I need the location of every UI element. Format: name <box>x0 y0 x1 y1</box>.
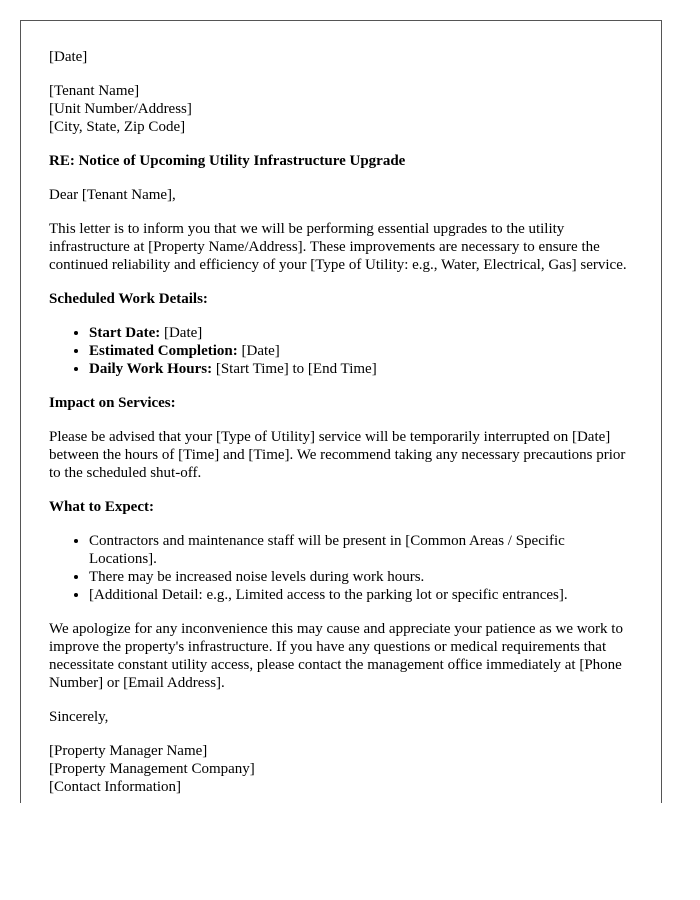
signoff: Sincerely, <box>49 709 109 725</box>
schedule-label: Daily Work Hours: <box>89 361 213 377</box>
expect-heading: What to Expect: <box>49 499 154 515</box>
schedule-item-completion <box>89 342 633 360</box>
schedule-heading: Scheduled Work Details: <box>49 291 208 307</box>
list-item: • Contractors and maintenance staff will be present in [Common Areas / Specific Locations]. <box>89 532 633 568</box>
schedule-item-hours <box>89 360 633 378</box>
expect-list <box>49 532 633 604</box>
schedule-label: Estimated Completion: <box>89 343 238 359</box>
list-item: • [Additional Detail: e.g., Limited access to the parking lot or specific entrances]. <box>89 586 633 604</box>
letter-body <box>21 21 661 796</box>
recipient-unit: [Unit Number/Address] <box>49 101 192 117</box>
manager-name: [Property Manager Name] <box>49 743 208 759</box>
schedule-value: [Start Time] to [End Time] <box>212 361 377 377</box>
list-item: • There may be increased noise levels during work hours. <box>89 568 633 586</box>
recipient-city: [City, State, Zip Code] <box>49 119 186 135</box>
letter-frame <box>20 20 662 803</box>
schedule-item-start <box>89 324 633 342</box>
contact-info: [Contact Information] <box>49 779 182 795</box>
salutation: Dear [Tenant Name], <box>49 187 176 203</box>
signature-block <box>49 742 633 796</box>
subject-line: RE: Notice of Upcoming Utility Infrastructure Upgrade <box>49 153 406 169</box>
impact-heading: Impact on Services: <box>49 395 176 411</box>
schedule-value: [Date] <box>237 343 280 359</box>
impact-paragraph: Please be advised that your [Type of Utility] service will be temporarily interrupted on [Date] between the hours of [Time] and [Time]. We recommend taking any necessary precautions prior to the scheduled shut-off. <box>49 429 626 481</box>
intro-paragraph: This letter is to inform you that we will be performing essential upgrades to the utility infrastructure at [Property Name/Address]. These improvements are necessary to ensure the continued reliability and efficiency of your [Type of Utility: e.g., Water, Electrical, Gas] service. <box>49 221 627 273</box>
schedule-label: Start Date: <box>89 325 161 341</box>
recipient-name: [Tenant Name] <box>49 83 140 99</box>
schedule-list <box>49 324 633 378</box>
recipient-address-block <box>49 82 633 136</box>
letter-date: [Date] <box>49 49 88 65</box>
company-name: [Property Management Company] <box>49 761 255 777</box>
schedule-value: [Date] <box>160 325 203 341</box>
closing-paragraph: We apologize for any inconvenience this may cause and appreciate your patience as we work to improve the property's infrastructure. If you have any questions or medical requirements that necessitate constant utility access, please contact the management office immediately at [Phone Number] or [Email Address]. <box>49 621 623 691</box>
